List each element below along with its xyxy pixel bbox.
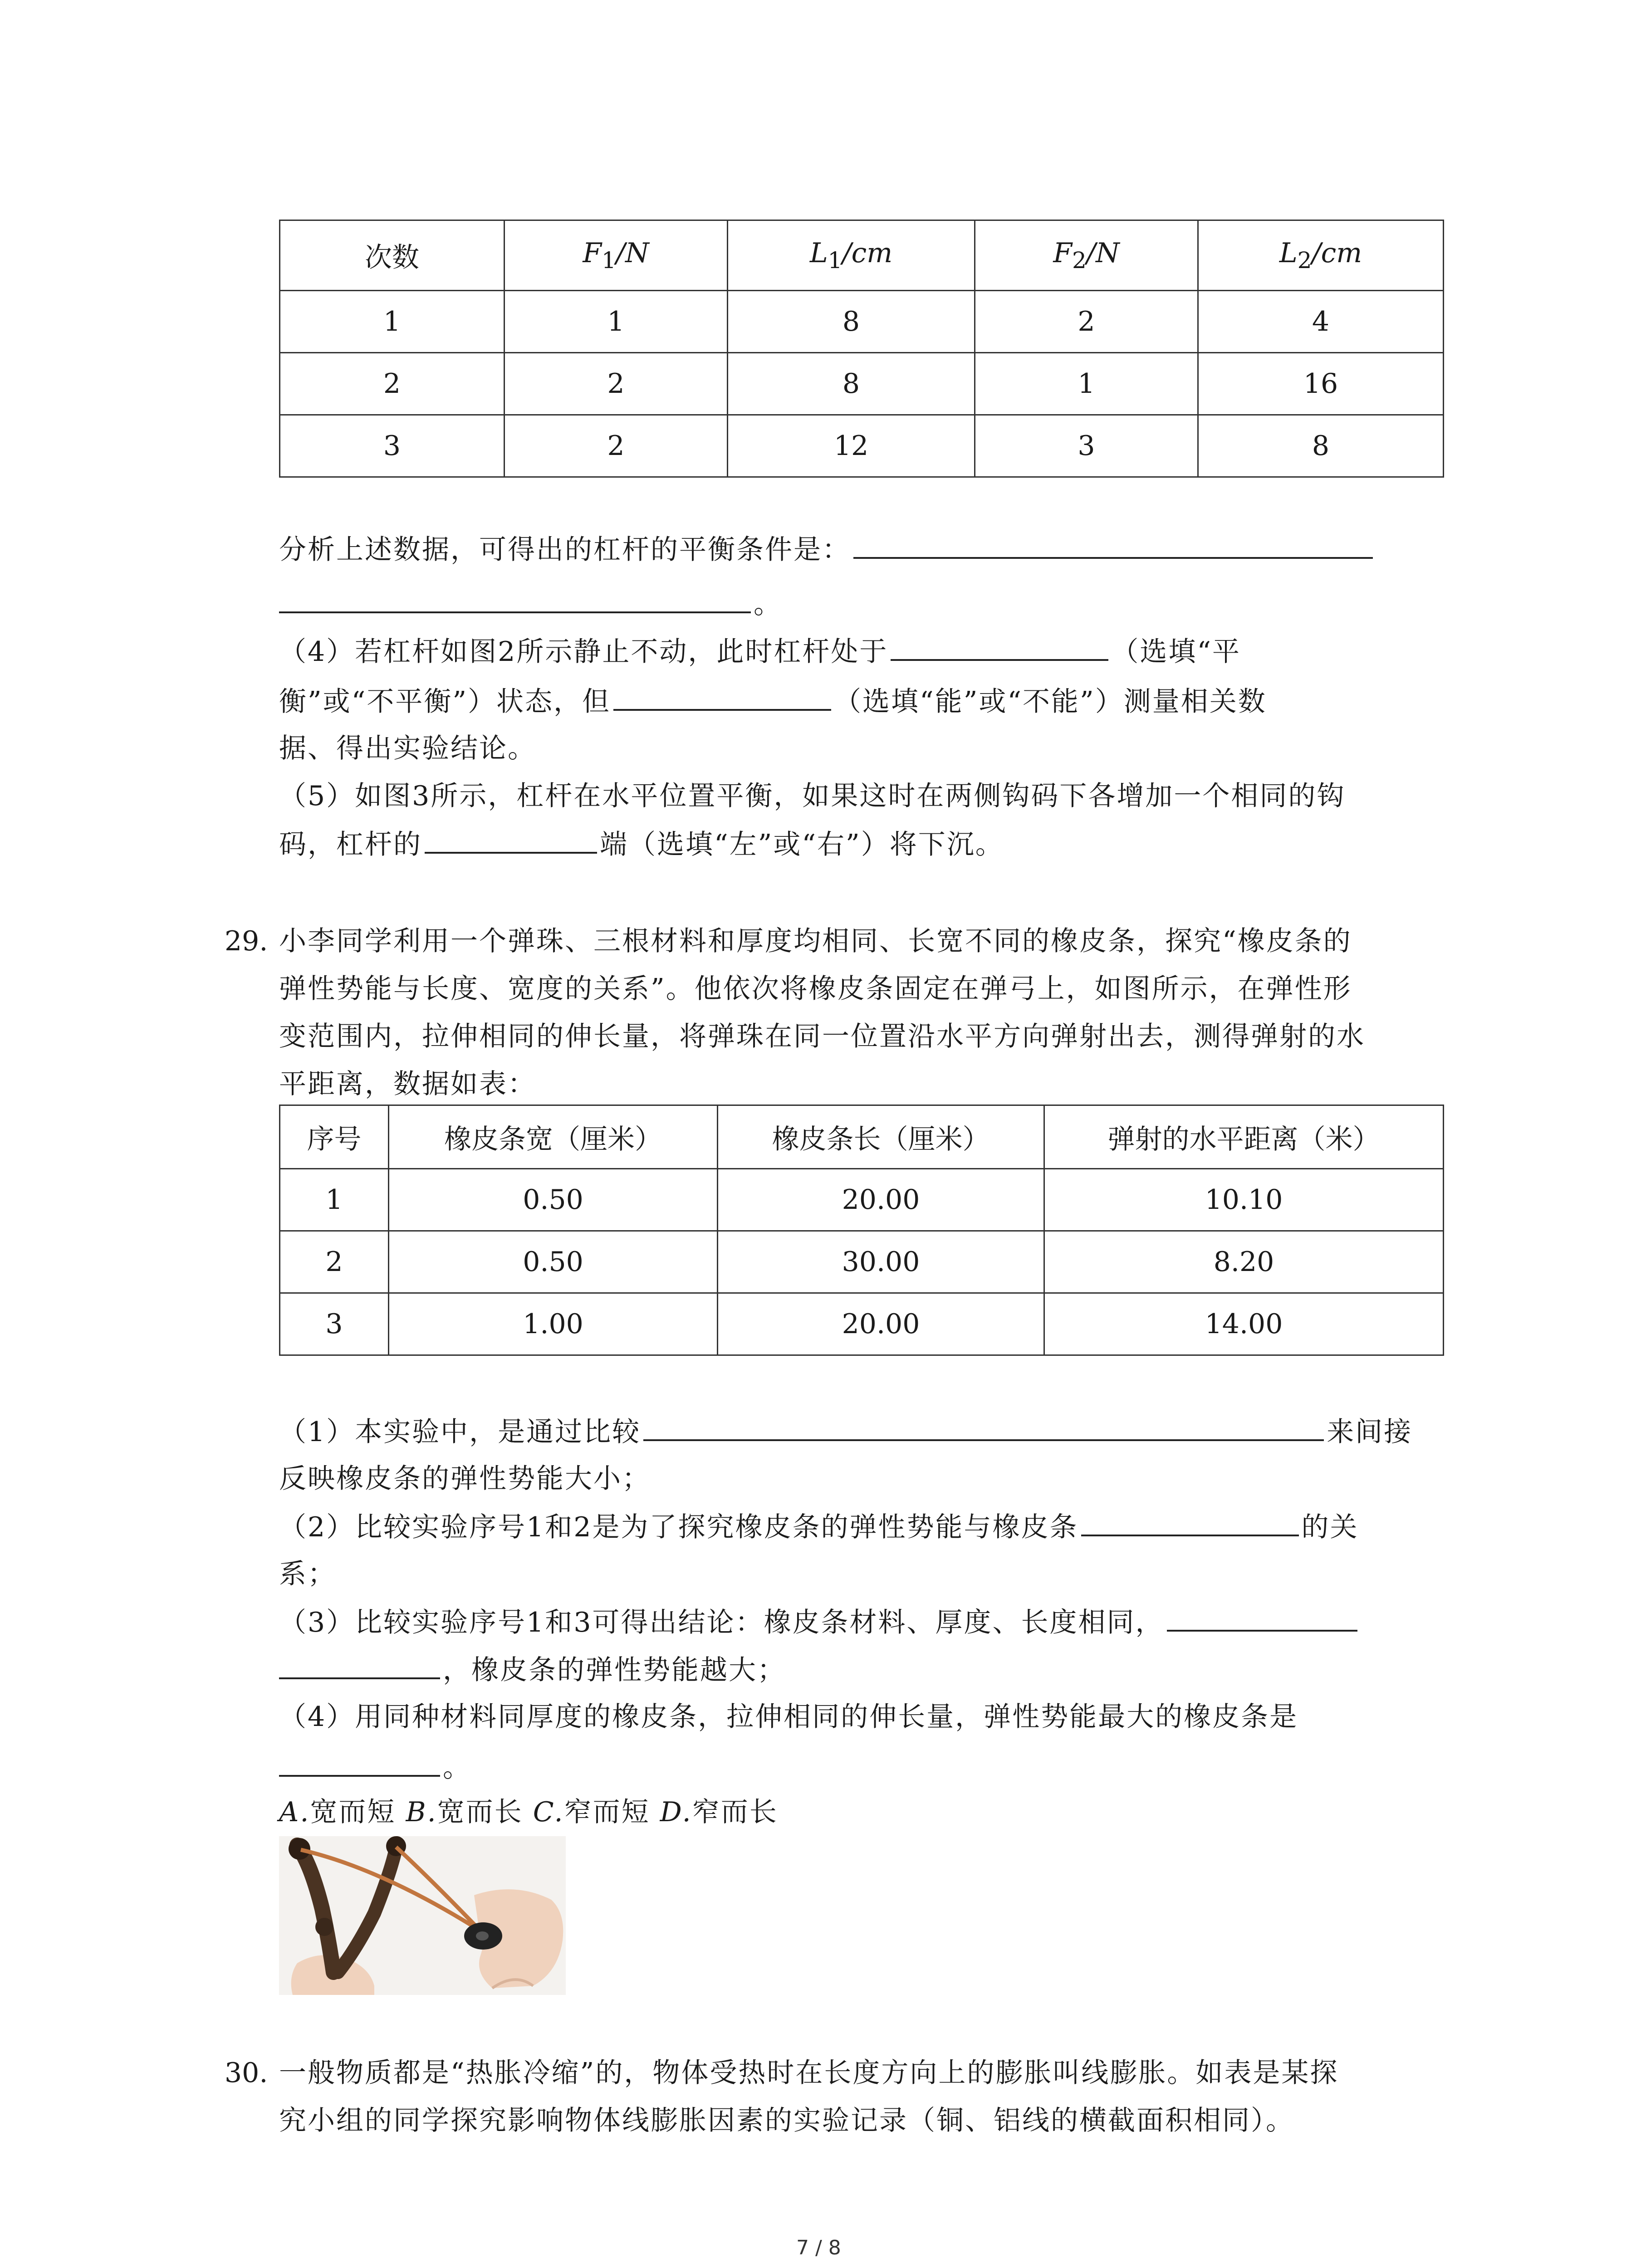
answer-blank[interactable] — [279, 585, 751, 613]
header-cell: 序号 — [280, 1105, 389, 1169]
table-cell: 14.00 — [1044, 1293, 1444, 1355]
table-cell: 8 — [1198, 415, 1444, 477]
header-cell-count: 次数 — [280, 220, 505, 291]
table-cell: 30.00 — [718, 1231, 1044, 1293]
table-row — [280, 415, 1444, 477]
option-d[interactable]: 窄而长 — [692, 1796, 778, 1828]
q29-intro-line: 平距离，数据如表： — [279, 1068, 536, 1100]
q29-options — [279, 1794, 778, 1830]
table-cell: 1.00 — [389, 1293, 718, 1355]
table-cell: 0.50 — [389, 1169, 718, 1231]
table-row — [280, 291, 1444, 353]
table-cell: 1 — [280, 291, 505, 353]
table-cell: 20.00 — [718, 1293, 1044, 1355]
q29-part2-line1: （2）比较实验序号1和2是为了探究橡皮条的弹性势能与橡皮条 的关 — [279, 1508, 1359, 1545]
q29-intro-line: 弹性势能与长度、宽度的关系”。他依次将橡皮条固定在弹弓上，如图所示，在弹性形 — [279, 973, 1352, 1005]
q29-part4-line2: 。 — [279, 1749, 471, 1786]
table-cell: 3 — [280, 1293, 389, 1355]
answer-blank[interactable] — [279, 1651, 440, 1679]
q28-part5-line1: （5）如图3所示，杠杆在水平位置平衡，如果这时在两侧钩码下各增加一个相同的钩 — [279, 780, 1346, 812]
q29-intro-line: 变范围内，拉伸相同的伸长量，将弹珠在同一位置沿水平方向弹射出去，测得弹射的水 — [279, 1021, 1365, 1052]
table-cell: 3 — [280, 415, 505, 477]
table-row — [280, 1293, 1444, 1355]
table-cell: 4 — [1198, 291, 1444, 353]
rubber-band-data-table — [279, 1105, 1444, 1356]
table-cell: 2 — [975, 291, 1198, 353]
q29-part3-line1: （3）比较实验序号1和3可得出结论：橡皮条材料、厚度、长度相同， — [279, 1603, 1360, 1641]
q28-part4-line3: 据、得出实验结论。 — [279, 733, 536, 764]
table-row — [280, 1231, 1444, 1293]
table-cell: 8.20 — [1044, 1231, 1444, 1293]
slingshot-photo — [279, 1836, 566, 1995]
table-row — [280, 353, 1444, 415]
header-cell-l2: $L_2/cm$ — [1198, 220, 1444, 291]
option-a[interactable]: 宽而短 — [310, 1796, 396, 1828]
question-number: 30. — [225, 2057, 268, 2089]
option-a-letter: A. — [279, 1796, 310, 1828]
table-cell: 16 — [1198, 353, 1444, 415]
slingshot-icon — [279, 1836, 566, 1995]
table-cell: 12 — [728, 415, 975, 477]
table-cell: 2 — [505, 415, 728, 477]
header-cell-f1: $F_1/N$ — [505, 220, 728, 291]
q29-part3-line2: ，橡皮条的弹性势能越大； — [279, 1651, 786, 1688]
table-cell: 20.00 — [718, 1169, 1044, 1231]
header-cell-l1: $L_1/cm$ — [728, 220, 975, 291]
q28-part4-line1: （4）若杠杆如图2所示静止不动，此时杠杆处于 （选填“平 — [279, 633, 1241, 670]
analysis-line: 分析上述数据，可得出的杠杆的平衡条件是： — [279, 531, 1376, 568]
q28-part4-line2: 衡”或“不平衡”）状态，但 （选填“能”或“不能”）测量相关数 — [279, 683, 1267, 720]
table-cell: 1 — [975, 353, 1198, 415]
option-d-letter: D. — [660, 1796, 692, 1828]
q30-line: 一般物质都是“热胀冷缩”的，物体受热时在长度方向上的膨胀叫线膨胀。如表是某探 — [279, 2057, 1339, 2089]
answer-blank[interactable] — [643, 1413, 1324, 1441]
analysis-line-2: 。 — [279, 585, 782, 622]
option-c-letter: C. — [533, 1796, 564, 1828]
table-cell: 2 — [280, 353, 505, 415]
table-cell: 8 — [728, 353, 975, 415]
q30-line: 究小组的同学探究影响物体线膨胀因素的实验记录（铜、铝线的横截面积相同）。 — [279, 2105, 1294, 2136]
q29-intro-line: 小李同学利用一个弹珠、三根材料和厚度均相同、长宽不同的橡皮条，探究“橡皮条的 — [279, 925, 1352, 957]
table-cell: 2 — [505, 353, 728, 415]
table-cell: 1 — [505, 291, 728, 353]
answer-blank[interactable] — [613, 683, 831, 711]
answer-blank[interactable] — [279, 1749, 440, 1777]
header-cell-f2: $F_2/N$ — [975, 220, 1198, 291]
question-number: 29. — [225, 925, 268, 957]
table-row — [280, 1169, 1444, 1231]
option-b[interactable]: 宽而长 — [437, 1796, 523, 1828]
answer-blank[interactable] — [853, 531, 1373, 559]
q29-part4-line1: （4）用同种材料同厚度的橡皮条，拉伸相同的伸长量，弹性势能最大的橡皮条是 — [279, 1701, 1298, 1733]
q28-part5-line2: 码，杠杆的 端（选填“左”或“右”）将下沉。 — [279, 826, 1004, 863]
table-header-row — [280, 220, 1444, 291]
option-c[interactable]: 窄而短 — [564, 1796, 650, 1828]
answer-blank[interactable] — [1167, 1603, 1357, 1632]
table-cell: 2 — [280, 1231, 389, 1293]
header-cell: 橡皮条长（厘米） — [718, 1105, 1044, 1169]
q29-part1-line1: （1）本实验中，是通过比较 来间接 — [279, 1413, 1412, 1450]
option-b-letter: B. — [406, 1796, 437, 1828]
q29-part2-line2: 系； — [279, 1558, 336, 1590]
lever-data-table — [279, 220, 1444, 478]
table-cell: 3 — [975, 415, 1198, 477]
table-cell: 10.10 — [1044, 1169, 1444, 1231]
answer-blank[interactable] — [425, 826, 597, 854]
q29-part1-line2: 反映橡皮条的弹性势能大小； — [279, 1463, 651, 1495]
table-cell: 0.50 — [389, 1231, 718, 1293]
table-header-row — [280, 1105, 1444, 1169]
header-cell: 弹射的水平距离（米） — [1044, 1105, 1444, 1169]
header-cell: 橡皮条宽（厘米） — [389, 1105, 718, 1169]
answer-blank[interactable] — [891, 633, 1108, 661]
table-cell: 8 — [728, 291, 975, 353]
answer-blank[interactable] — [1081, 1508, 1299, 1536]
table-cell: 1 — [280, 1169, 389, 1231]
page-number: 7 / 8 — [796, 2236, 841, 2259]
